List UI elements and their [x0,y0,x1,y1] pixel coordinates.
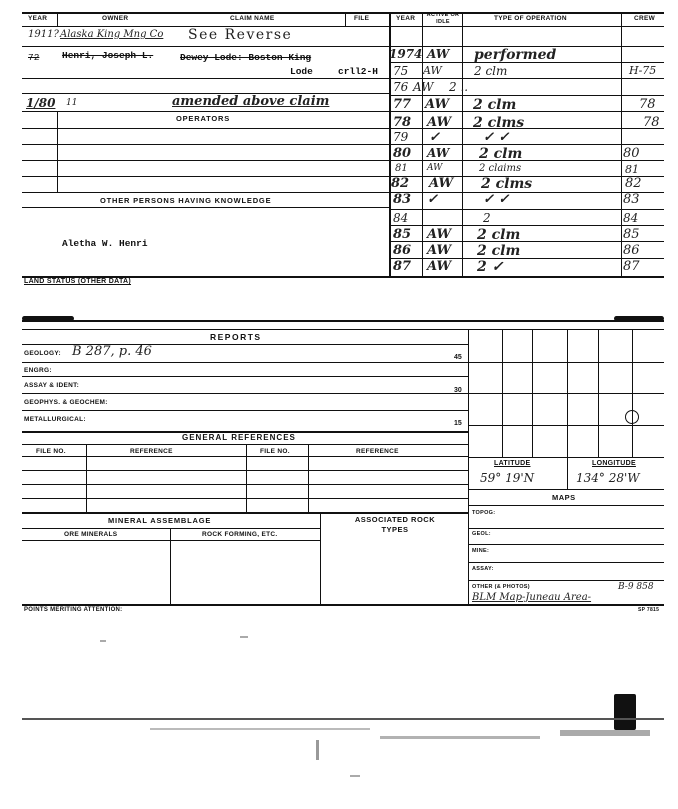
active-idle-header: ACTIVE OR IDLE [426,12,460,25]
reports-title: REPORTS [210,332,262,342]
location-circle [625,410,639,424]
scale-15: 15 [454,420,462,427]
engrg-label: ENGRG: [24,367,52,374]
associated-rock-types: ASSOCIATED ROCK TYPES [354,515,436,534]
reference-header-2: REFERENCE [356,448,399,455]
owner-4-year: 1/80 [26,96,56,110]
topog-label: TOPOG: [472,510,496,516]
file-no-header: FILE NO. [36,448,66,455]
claim-name-header: CLAIM NAME [230,15,275,22]
metallurgical-label: METALLURGICAL: [24,416,86,423]
form-number: SP 7815 [638,607,660,613]
activity-row: 84 2 84 [393,211,639,225]
activity-row: 1974 AW performed [389,47,557,63]
other-persons-label: OTHER PERSONS HAVING KNOWLEDGE [100,196,272,205]
activity-row: 83 ✓ ✓ ✓ 83 [393,192,640,207]
scale-45: 45 [454,354,462,361]
owner-4-note: amended above claim [172,94,330,109]
points-meriting-attention-label: POINTS MERITING ATTENTION: [24,607,123,613]
owner-1-year: 1911? [28,29,59,40]
geol-label: GEOL: [472,531,491,537]
geology-label: GEOLOGY: [24,350,61,357]
owner-2-name: Henri, Joseph L. [62,50,154,61]
year-header-right: YEAR [396,15,416,22]
owner-header: OWNER [102,15,129,22]
file-no-header-2: FILE NO. [260,448,290,455]
activity-row: 76 AW 2 .. [393,80,469,94]
maps-title: MAPS [552,493,576,502]
activity-row: 85 AW 2 clm 85 [393,227,640,243]
longitude-value: 134° 28'W [576,471,640,485]
geophys-label: GEOPHYS. & GEOCHEM: [24,399,108,406]
mineral-assemblage-title: MINERAL ASSEMBLAGE [108,516,212,525]
mine-label: MINE: [472,548,490,554]
longitude-label: LONGITUDE [592,460,636,467]
latitude-value: 59° 19'N [480,471,535,485]
reference-header: REFERENCE [130,448,173,455]
owner-4-owner: 11 [66,98,78,108]
file-header: FILE [354,15,370,22]
scale-30: 30 [454,387,462,394]
other-photos-value: BLM Map-Juneau Area- [472,592,592,603]
activity-row: 86 AW 2 clm 86 [393,243,640,259]
type-of-operation-header: TYPE OF OPERATION [494,15,567,22]
geology-value: B 287, p. 46 [72,344,152,359]
rock-forming-header: ROCK FORMING, ETC. [202,531,278,538]
activity-row: 81 AW 2 claims 81 [395,163,639,176]
activity-row: 87 AW 2 ✓ 87 [393,259,640,275]
owner-1-name: Alaska King Mng Co [60,29,164,40]
assay-map-label: ASSAY: [472,566,494,572]
crew-header: CREW [634,15,656,22]
latitude-label: LATITUDE [494,460,531,467]
owner-3-file: crll2-H [338,66,378,77]
owner-2-year: 72 [28,52,40,63]
operators-label: OPERATORS [176,114,231,123]
land-status-label: LAND STATUS (OTHER DATA) [24,278,132,285]
other-photos-label: OTHER (& PHOTOS) [472,584,530,590]
other-photos-code: B-9 858 [618,582,654,592]
owner-1-note: See Reverse [188,27,293,43]
activity-row: 75 AW 2 clm H-75 [393,64,657,78]
activity-row: 80 AW 2 clm 80 [393,146,640,162]
activity-row: 78 AW 2 clms 78 [393,115,660,131]
activity-row: 77 AW 2 clm 78 [393,97,656,113]
assay-ident-label: ASSAY & IDENT: [24,382,80,389]
owner-3-claim: Lode [290,66,313,77]
general-references-title: GENERAL REFERENCES [182,433,296,442]
ore-minerals-header: ORE MINERALS [64,531,118,538]
year-header: YEAR [28,15,48,22]
owner-2-claim: Dewey Lode: Boston King [180,52,312,63]
activity-row: 82 AW 2 clms 82 [391,176,642,192]
other-person-name: Aletha W. Henri [62,238,148,249]
activity-row: 79 ✓ ✓ ✓ [393,130,510,145]
